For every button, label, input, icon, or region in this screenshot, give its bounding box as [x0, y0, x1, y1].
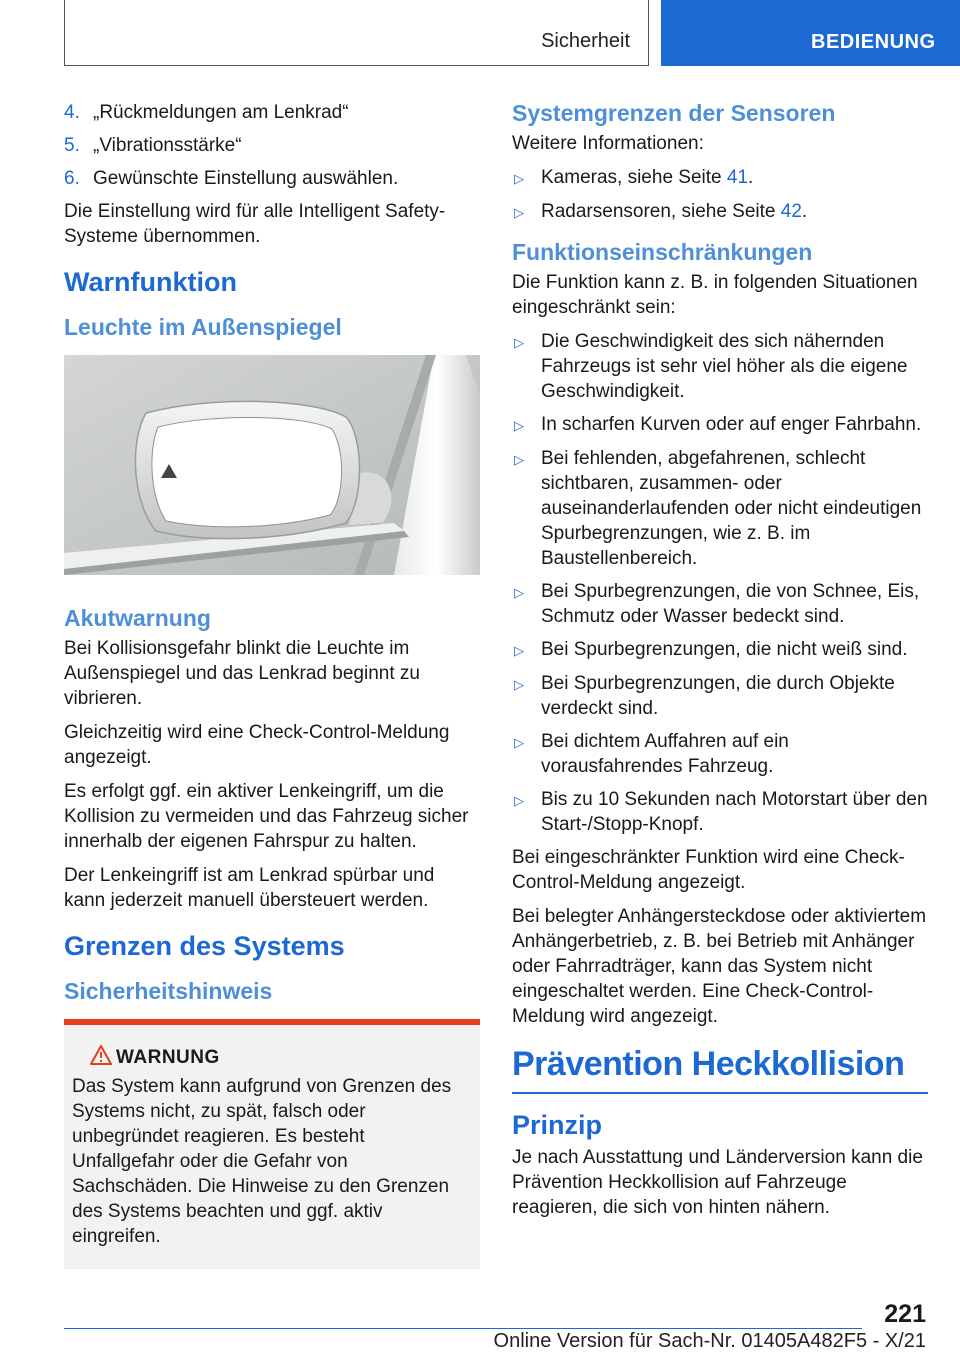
heading-akutwarnung: Akutwarnung [64, 605, 211, 631]
header-section-box [64, 0, 649, 66]
heading-praevention: Prävention Heckkollision [512, 1045, 928, 1094]
bullet-triangle-icon: ▷ [514, 585, 524, 600]
heading-sensoren: Systemgrenzen der Sensoren [512, 100, 836, 126]
list-item: ▷ In scharfen Kurven oder auf enger Fahrbahn. [512, 412, 928, 438]
mirror-warning-light-icon [64, 355, 480, 575]
header-section-title: Sicherheit [541, 30, 630, 52]
list-item: ▷ Bei dichtem Auffahren auf ein vorausfahrendes Fahrzeug. [514, 731, 789, 777]
bullet-triangle-icon: ▷ [514, 171, 524, 186]
page-link-radar[interactable]: 42 [780, 201, 802, 222]
bullet-triangle-icon: ▷ [514, 643, 524, 658]
list-item: ▷ Die Geschwindigkeit des sich nähernden Fahrzeugs ist sehr viel höher als die eigene Geschwindigkeit. [514, 331, 908, 402]
header-chapter-label: BEDIENUNG [811, 31, 936, 53]
akut-para-1: Bei Kollisionsgefahr blinkt die Leuchte im Außenspiegel und das Lenkrad beginnt zu vibrieren. [64, 638, 420, 709]
bullet-triangle-icon: ▷ [514, 205, 524, 220]
page-number: 221 [884, 1300, 926, 1328]
left-column [64, 100, 480, 1269]
mirror-illustration [64, 355, 480, 575]
list-item: ▷ Bei Spurbegrenzungen, die von Schnee, Eis, Schmutz oder Wasser bedeckt sind. [514, 581, 920, 627]
list-item: ▷ Bei Spurbegrenzungen, die durch Objekte verdeckt sind. [514, 673, 895, 719]
heading-sicherheitshinweis: Sicherheitshinweis [64, 978, 273, 1004]
akut-para-2: Gleichzeitig wird eine Check-Control-Meldung angezeigt. [64, 722, 450, 768]
warning-box [64, 1019, 480, 1269]
bullet-triangle-icon: ▷ [514, 735, 524, 750]
list-item: ▷ Bis zu 10 Sekunden nach Motorstart über den Start-/Stopp-Knopf. [514, 789, 928, 835]
warning-triangle-icon [72, 1045, 116, 1070]
akut-para-3: Es erfolgt ggf. ein aktiver Lenkeingriff, um die Kollision zu vermeiden und das Fahrzeug sicher innerhalb der eigenen Fahrspur zu halten. [64, 781, 469, 852]
header-chapter-tab[interactable] [661, 0, 960, 66]
bullet-triangle-icon: ▷ [514, 418, 524, 433]
sensor-link-list [512, 165, 928, 225]
einschr-intro: Die Funktion kann z. B. in folgenden Situationen eingeschränkt sein: [512, 272, 918, 318]
list-item: 5. „Vibrationsstärke“ [64, 135, 242, 156]
akut-para-4: Der Lenkeingriff ist am Lenkrad spürbar und kann jederzeit manuell übersteuert werden. [64, 865, 435, 911]
list-item: ▷ Kameras, siehe Seite 41. [512, 165, 928, 191]
warning-text: Das System kann aufgrund von Grenzen des Systems nicht, zu spät, falsch oder unbegründet reagieren. Es besteht Unfallgefahr oder die Gefahr von Sachschäden. Die Hinweise zu den Grenzen des Systems beachten und ggf. aktiv eingreifen. [72, 1076, 452, 1247]
list-item: ▷ Bei fehlenden, abgefahrenen, schlecht sichtbaren, zusammen- oder auseinanderlaufenden oder nicht eindeutigen Spurbegrenzungen, wie z. B. im Baustellenbereich. [514, 448, 922, 569]
footer-divider [64, 1328, 862, 1329]
trailer-note: Bei belegter Anhängersteckdose oder aktiviertem Anhängerbetrieb, z. B. bei Betrieb mit Anhänger oder Fahrradträger, kann das System nicht eingeschaltet werden. Eine Check-Control-Meldung wird angezeigt. [512, 906, 927, 1027]
bullet-triangle-icon: ▷ [514, 452, 524, 467]
heading-leuchte: Leuchte im Außenspiegel [64, 314, 342, 340]
settings-note: Die Einstellung wird für alle Intelligent Safety-Systeme übernommen. [64, 201, 446, 247]
situation-list [512, 329, 928, 837]
footer-online-version: Online Version für Sach-Nr. 01405A482F5 - X/21 [493, 1330, 926, 1352]
check-control-note: Bei eingeschränkter Funktion wird eine Check-Control-Meldung angezeigt. [512, 847, 905, 893]
bullet-triangle-icon: ▷ [514, 793, 524, 808]
list-item: 4. „Rückmeldungen am Lenkrad“ [64, 102, 349, 123]
step-list [64, 100, 480, 191]
heading-prinzip: Prinzip [512, 1110, 603, 1140]
bullet-triangle-icon: ▷ [514, 335, 524, 350]
right-column [512, 100, 928, 1229]
list-item: 6. Gewünschte Einstellung auswählen. [64, 168, 399, 189]
list-item: ▷ Bei Spurbegrenzungen, die nicht weiß sind. [512, 637, 928, 663]
page-link-kameras[interactable]: 41 [726, 167, 749, 188]
heading-warnfunktion: Warnfunktion [64, 267, 237, 297]
weitere-info: Weitere Informationen: [512, 133, 704, 154]
warning-label: WARNUNG [116, 1046, 220, 1068]
heading-grenzen: Grenzen des Systems [64, 931, 345, 961]
list-item: ▷ Radarsensoren, siehe Seite 42. [512, 199, 928, 225]
bullet-triangle-icon: ▷ [514, 677, 524, 692]
warning-header [72, 1045, 472, 1070]
heading-einschraenkungen: Funktionseinschränkungen [512, 239, 813, 265]
prinzip-text: Je nach Ausstattung und Länderversion kann die Prävention Heckkollision auf Fahrzeuge reagieren, die sich von hinten nähern. [512, 1147, 923, 1218]
